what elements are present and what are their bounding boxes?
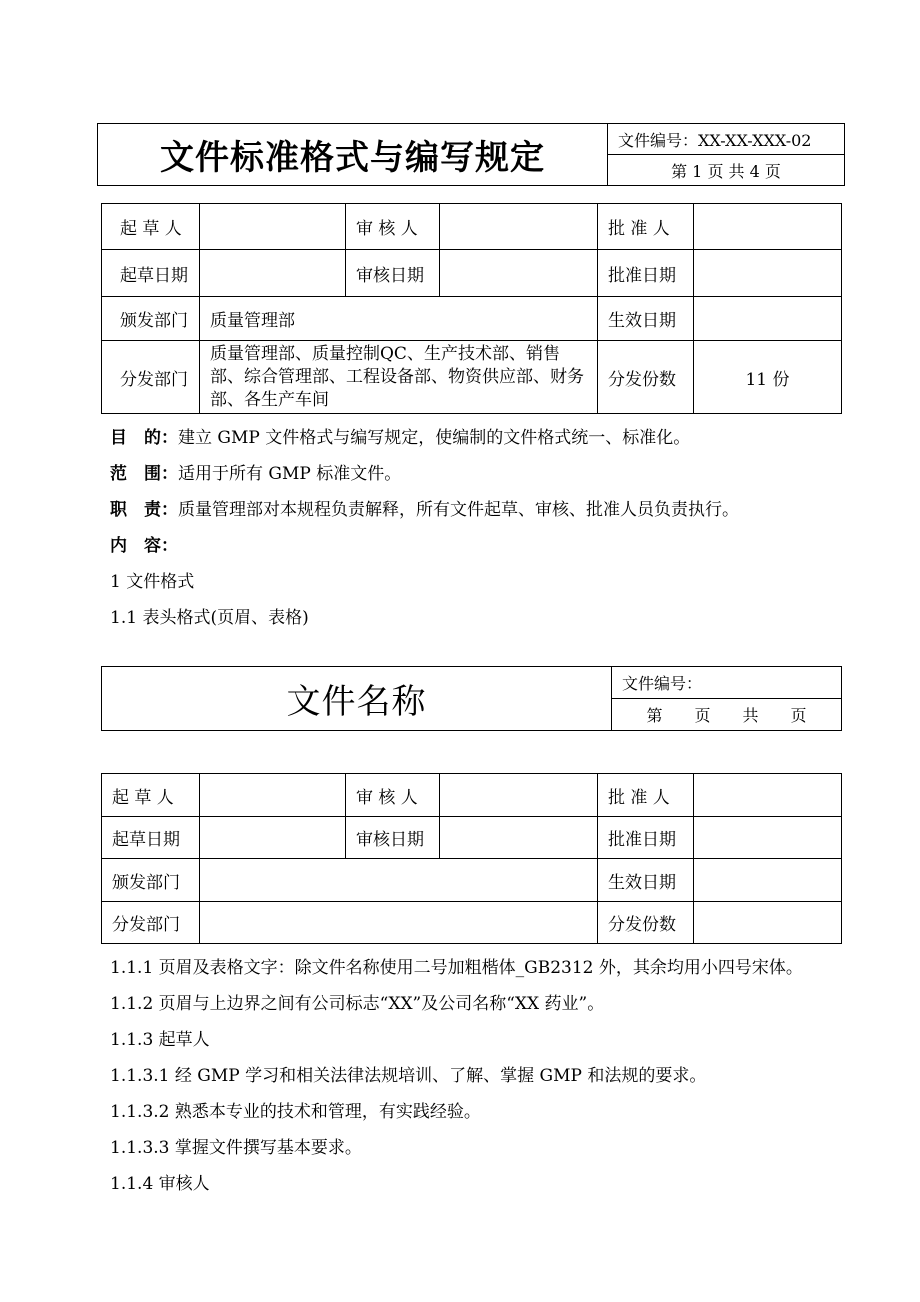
review-date-field[interactable] <box>440 250 598 297</box>
document-number: 文件编号：XX-XX-XXX-02 <box>608 124 845 155</box>
template-dist-copies-label: 分发份数 <box>598 902 694 944</box>
template-dist-dept-field[interactable] <box>200 902 598 944</box>
clause-1-1-3-3: 1.1.3.3 掌握文件撰写基本要求。 <box>110 1138 362 1158</box>
dist-dept-value: 质量管理部、质量控制QC、生产技术部、销售部、综合管理部、工程设备部、物资供应部、财务部、各生产车间 <box>200 341 598 414</box>
issue-dept-value: 质量管理部 <box>200 297 598 341</box>
dist-dept-label: 分发部门 <box>102 341 200 414</box>
responsibility-label: 职 责： <box>110 500 178 520</box>
template-effective-date-label: 生效日期 <box>598 859 694 902</box>
template-dist-copies-field[interactable] <box>694 902 842 944</box>
template-approve-date-field[interactable] <box>694 817 842 859</box>
clause-1-1-3-1: 1.1.3.1 经 GMP 学习和相关法律法规培训、了解、掌握 GMP 和法规的要求。 <box>110 1066 707 1086</box>
purpose-line <box>110 423 690 448</box>
template-issue-dept-label: 颁发部门 <box>102 859 200 902</box>
scope-line <box>110 459 401 484</box>
clause-1-1-2: 1.1.2 页眉与上边界之间有公司标志“XX”及公司名称“XX 药业”。 <box>110 994 605 1014</box>
template-dist-dept-label: 分发部门 <box>102 902 200 944</box>
document-header <box>97 123 845 186</box>
section-1-1-heading: 1.1 表头格式(页眉、表格) <box>110 608 309 628</box>
drafter-field[interactable] <box>200 204 346 250</box>
template-approval-table <box>101 773 842 944</box>
template-reviewer-field[interactable] <box>440 774 598 817</box>
draft-date-field[interactable] <box>200 250 346 297</box>
clause-1-1-4: 1.1.4 审核人 <box>110 1174 210 1194</box>
template-header <box>101 666 842 731</box>
template-approve-date-label: 批准日期 <box>598 817 694 859</box>
template-document-number: 文件编号： <box>612 667 842 699</box>
purpose-text: 建立 GMP 文件格式与编写规定，使编制的文件格式统一、标准化。 <box>178 428 691 448</box>
template-draft-date-label: 起草日期 <box>102 817 200 859</box>
purpose-label: 目 的： <box>110 428 178 448</box>
responsibility-text: 质量管理部对本规程负责解释，所有文件起草、审核、批准人员负责执行。 <box>178 500 739 520</box>
template-drafter-label: 起 草 人 <box>102 774 200 817</box>
responsibility-line <box>110 495 739 520</box>
dist-copies-value: 11 份 <box>694 341 842 414</box>
approve-date-field[interactable] <box>694 250 842 297</box>
review-date-label: 审核日期 <box>346 250 440 297</box>
template-review-date-label: 审核日期 <box>346 817 440 859</box>
template-review-date-field[interactable] <box>440 817 598 859</box>
scope-label: 范 围： <box>110 464 178 484</box>
approver-field[interactable] <box>694 204 842 250</box>
template-drafter-field[interactable] <box>200 774 346 817</box>
issue-dept-label: 颁发部门 <box>102 297 200 341</box>
effective-date-label: 生效日期 <box>598 297 694 341</box>
template-draft-date-field[interactable] <box>200 817 346 859</box>
drafter-label: 起 草 人 <box>102 204 200 250</box>
approver-label: 批 准 人 <box>598 204 694 250</box>
document-title: 文件标准格式与编写规定 <box>98 124 608 186</box>
clause-1-1-1: 1.1.1 页眉及表格文字：除文件名称使用二号加粗楷体_GB2312 外，其余均用小四号宋体。 <box>110 958 803 978</box>
template-issue-dept-field[interactable] <box>200 859 598 902</box>
reviewer-field[interactable] <box>440 204 598 250</box>
scope-text: 适用于所有 GMP 标准文件。 <box>178 464 402 484</box>
approve-date-label: 批准日期 <box>598 250 694 297</box>
template-page-indicator: 第 页 共 页 <box>612 699 842 731</box>
clause-1-1-3-2: 1.1.3.2 熟悉本专业的技术和管理，有实践经验。 <box>110 1102 481 1122</box>
dist-copies-label: 分发份数 <box>598 341 694 414</box>
effective-date-field[interactable] <box>694 297 842 341</box>
content-label: 内 容： <box>110 536 178 556</box>
page-indicator: 第 1 页 共 4 页 <box>608 155 845 186</box>
template-title: 文件名称 <box>102 667 612 731</box>
draft-date-label: 起草日期 <box>102 250 200 297</box>
clause-1-1-3: 1.1.3 起草人 <box>110 1030 210 1050</box>
template-approver-label: 批 准 人 <box>598 774 694 817</box>
approval-table <box>101 203 842 414</box>
section-1-heading: 1 文件格式 <box>110 572 195 592</box>
template-effective-date-field[interactable] <box>694 859 842 902</box>
reviewer-label: 审 核 人 <box>346 204 440 250</box>
template-reviewer-label: 审 核 人 <box>346 774 440 817</box>
template-approver-field[interactable] <box>694 774 842 817</box>
